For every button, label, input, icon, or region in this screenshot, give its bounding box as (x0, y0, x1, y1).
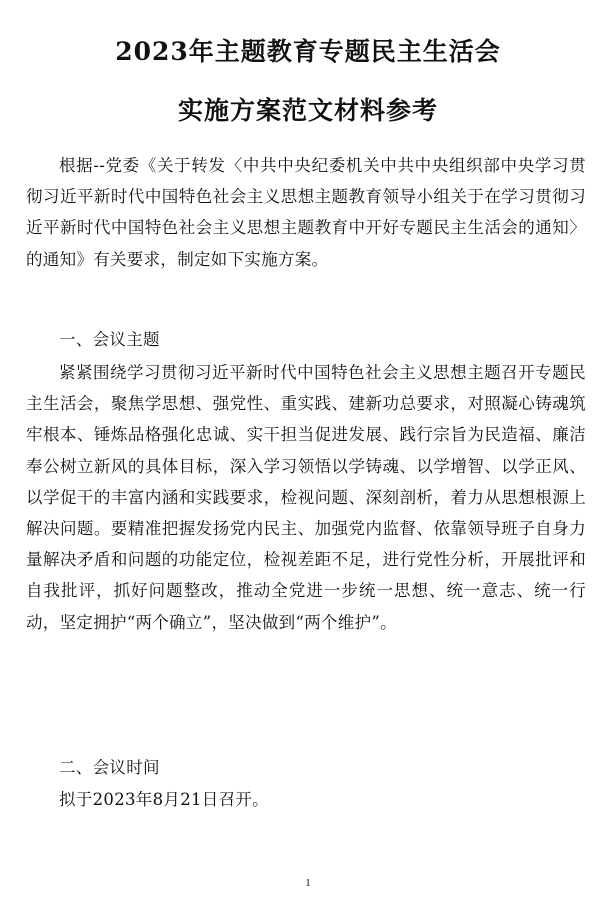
page-number: 1 (305, 877, 311, 889)
section-heading-meeting-time: 二、会议时间 (59, 758, 160, 777)
document-title-line-1: 2023年主题教育专题民主生活会 (115, 37, 501, 66)
meeting-time-paragraph: 拟于2023年8月21日召开。 (59, 790, 269, 809)
intro-paragraph: 根据--党委《关于转发〈中共中央纪委机关中共中央组织部中央学习贯彻习近平新时代中国特色社会主义思想主题教育领导小组关于在学习贯彻习近平新时代中国特色社会主义思想主题教育中开好专题民主生活会的通知〉的通知》有关要求，制定如下实施方案。 (26, 156, 586, 269)
section-heading-meeting-theme: 一、会议主题 (59, 330, 160, 349)
meeting-theme-paragraph: 紧紧围绕学习贯彻习近平新时代中国特色社会主义思想主题召开专题民主生活会，聚焦学思想、强党性、重实践、建新功总要求，对照凝心铸魂筑牢根本、锤炼品格强化忠诚、实干担当促进发展、践行宗旨为民造福、廉洁奉公树立新风的具体目标，深入学习领悟以学铸魂、以学增智、以学正风、以学促干的丰富内涵和实践要求，检视问题、深刻剖析，着力从思想根源上解决问题。要精准把握发扬党内民主、加强党内监督、依靠领导班子自身力量解决矛盾和问题的功能定位，检视差距不足，进行党性分析，开展批评和自我批评，抓好问题整改，推动全党进一步统一思想、统一意志、统一行动，坚定拥护“两个确立”，坚决做到“两个维护”。 (26, 363, 586, 632)
document-title-line-2: 实施方案范文材料参考 (177, 96, 438, 125)
